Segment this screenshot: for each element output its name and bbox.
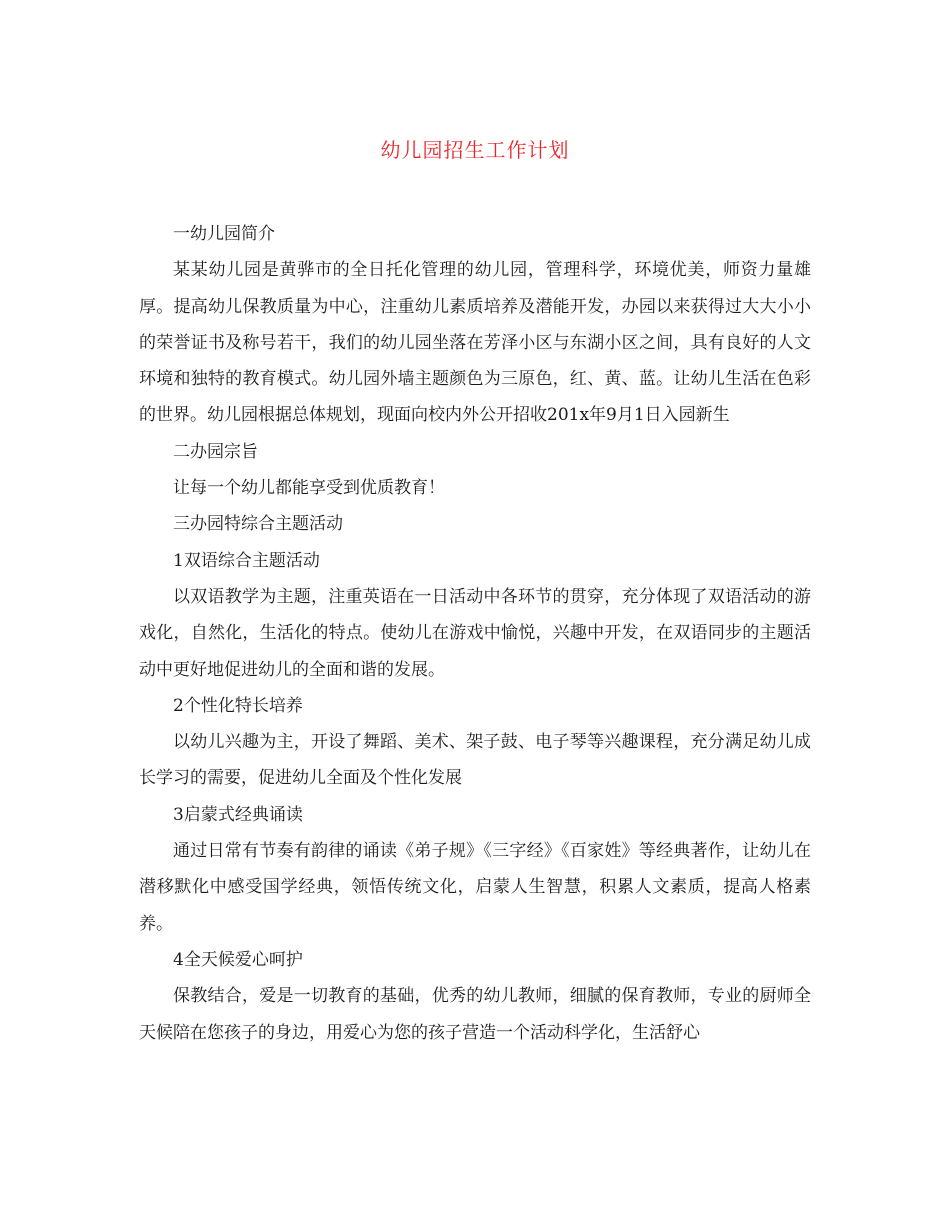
heading-activities: 三办园特综合主题活动 xyxy=(173,514,343,535)
subheading-care: 4全天候爱心呵护 xyxy=(173,949,303,970)
heading-purpose: 二办园宗旨 xyxy=(173,441,258,462)
document-body xyxy=(139,216,811,1051)
subheading-classics: 3启蒙式经典诵读 xyxy=(173,804,303,825)
subheading-talent: 2个性化特长培养 xyxy=(173,695,303,716)
heading-introduction: 一幼儿园简介 xyxy=(173,224,275,244)
document-title: 幼儿园招生工作计划 xyxy=(380,138,570,162)
paragraph-talent: 以幼儿兴趣为主，开设了舞蹈、美术、架子鼓、电子琴等兴趣课程，充分满足幼儿成长学习的需要，促进幼儿全面及个性化发展 xyxy=(139,732,811,789)
paragraph-bilingual: 以双语教学为主题，注重英语在一日活动中各环节的贯穿，充分体现了双语活动的游戏化，自然化，生活化的特点。使幼儿在游戏中愉悦，兴趣中开发，在双语同步的主题活动中更好地促进幼儿的全面和谐的发展。 xyxy=(139,586,811,680)
paragraph-purpose: 让每一个幼儿都能享受到优质教育！ xyxy=(173,478,445,499)
paragraph-introduction: 某某幼儿园是黄骅市的全日托化管理的幼儿园，管理科学，环境优美，师资力量雄厚。提高幼儿保教质量为中心，注重幼儿素质培养及潜能开发，办园以来获得过大大小小的荣誉证书及称号若干，我们的幼儿园坐落在芳泽小区与东湖小区之间，具有良好的人文环境和独特的教育模式。幼儿园外墙主题颜色为三原色，红、黄、蓝。让幼儿生活在色彩的世界。幼儿园根据总体规划，现面向校内外公开招收201x年9月1日入园新生 xyxy=(139,260,811,426)
paragraph-classics: 通过日常有节奏有韵律的诵读《弟子规》《三字经》《百家姓》等经典著作，让幼儿在潜移默化中感受国学经典，领悟传统文化，启蒙人生智慧，积累人文素质，提高人格素养。 xyxy=(139,841,811,934)
subheading-bilingual: 1双语综合主题活动 xyxy=(173,550,320,571)
paragraph-care: 保教结合，爱是一切教育的基础，优秀的幼儿教师，细腻的保育教师，专业的厨师全天候陪在您孩子的身边，用爱心为您的孩子营造一个活动科学化，生活舒心 xyxy=(139,986,811,1043)
